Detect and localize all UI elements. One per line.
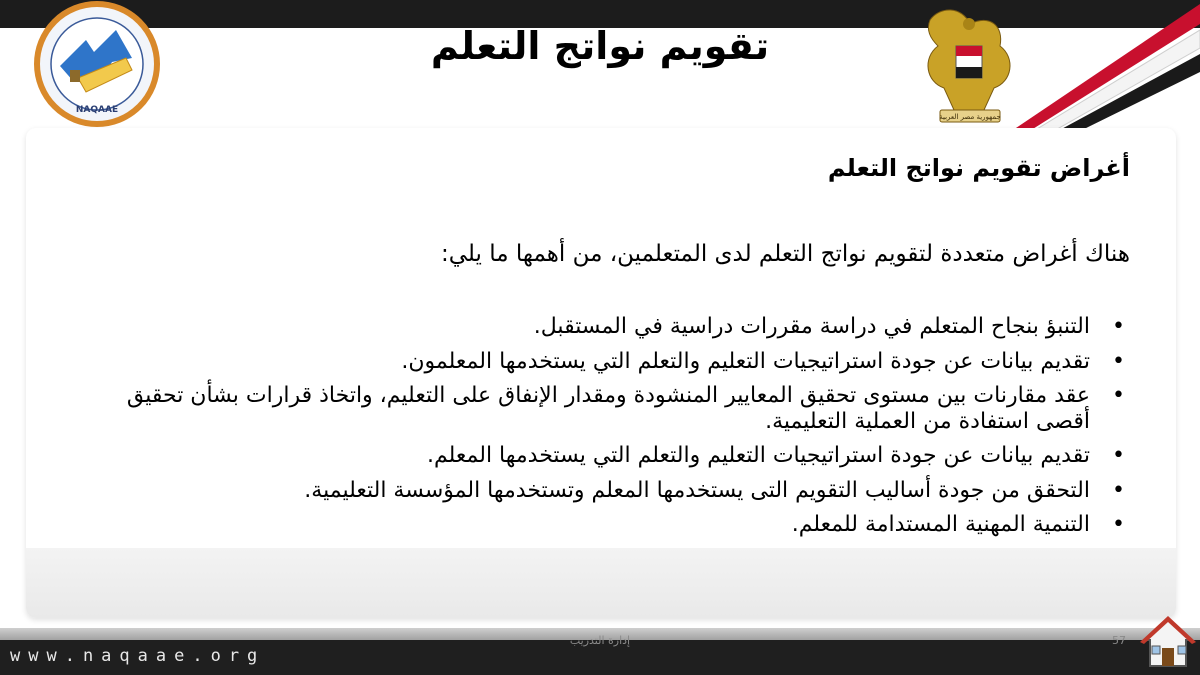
- bullet-dot-icon: •: [1112, 314, 1125, 340]
- page-number: 57: [1112, 634, 1126, 647]
- list-item: [70, 512, 1130, 538]
- list-item-text: التنبؤ بنجاح المتعلم في دراسة مقررات دراسية في المستقبل.: [533, 314, 1090, 340]
- svg-text:NAQAAE: NAQAAE: [75, 105, 119, 115]
- footer-url: www.naqaae.org: [10, 646, 266, 666]
- list-item-text: تقديم بيانات عن جودة استراتيجيات التعليم والتعلم التي يستخدمها المعلمون.: [401, 348, 1090, 374]
- list-item-text: عقد مقارنات بين مستوى تحقيق المعايير المنشودة ومقدار الإنفاق على التعليم، واتخاذ قرارات بشأن تحقيق أقصى استفادة من العملية التعليمية.: [126, 383, 1090, 434]
- list-item: [70, 349, 1130, 375]
- list-item-text: التحقق من جودة أساليب التقويم التى يستخدمها المعلم وتستخدمها المؤسسة التعليمية.: [304, 477, 1090, 503]
- bullet-dot-icon: •: [1112, 477, 1125, 503]
- footer-center-text: إدارة التدريب: [569, 634, 631, 647]
- slide-title: تقويم نواتج التعلم: [430, 24, 770, 68]
- list-item-text: التنمية المهنية المستدامة للمعلم.: [791, 512, 1090, 538]
- list-item: [70, 314, 1130, 340]
- egypt-emblem-flag: [900, 0, 1200, 132]
- intro-text: هناك أغراض متعددة لتقويم نواتج التعلم لدى المتعلمين، من أهمها ما يلي:: [440, 241, 1130, 267]
- home-icon[interactable]: [1138, 610, 1198, 672]
- list-item: [70, 383, 1130, 434]
- naqaae-logo: [24, 0, 170, 134]
- slide-card-footer-shade: [26, 548, 1176, 618]
- bullet-dot-icon: •: [1112, 512, 1125, 538]
- section-heading: أغراض تقويم نواتج التعلم: [827, 154, 1130, 182]
- list-item: [70, 443, 1130, 469]
- slide-content: [70, 150, 1130, 547]
- svg-text:جمهورية مصر العربية: جمهورية مصر العربية: [939, 113, 1001, 121]
- bullet-dot-icon: •: [1112, 383, 1125, 409]
- bullet-list: [70, 314, 1130, 538]
- bullet-dot-icon: •: [1112, 443, 1125, 469]
- list-item: [70, 478, 1130, 504]
- list-item-text: تقديم بيانات عن جودة استراتيجيات التعليم والتعلم التي يستخدمها المعلم.: [427, 443, 1090, 469]
- bullet-dot-icon: •: [1112, 348, 1125, 374]
